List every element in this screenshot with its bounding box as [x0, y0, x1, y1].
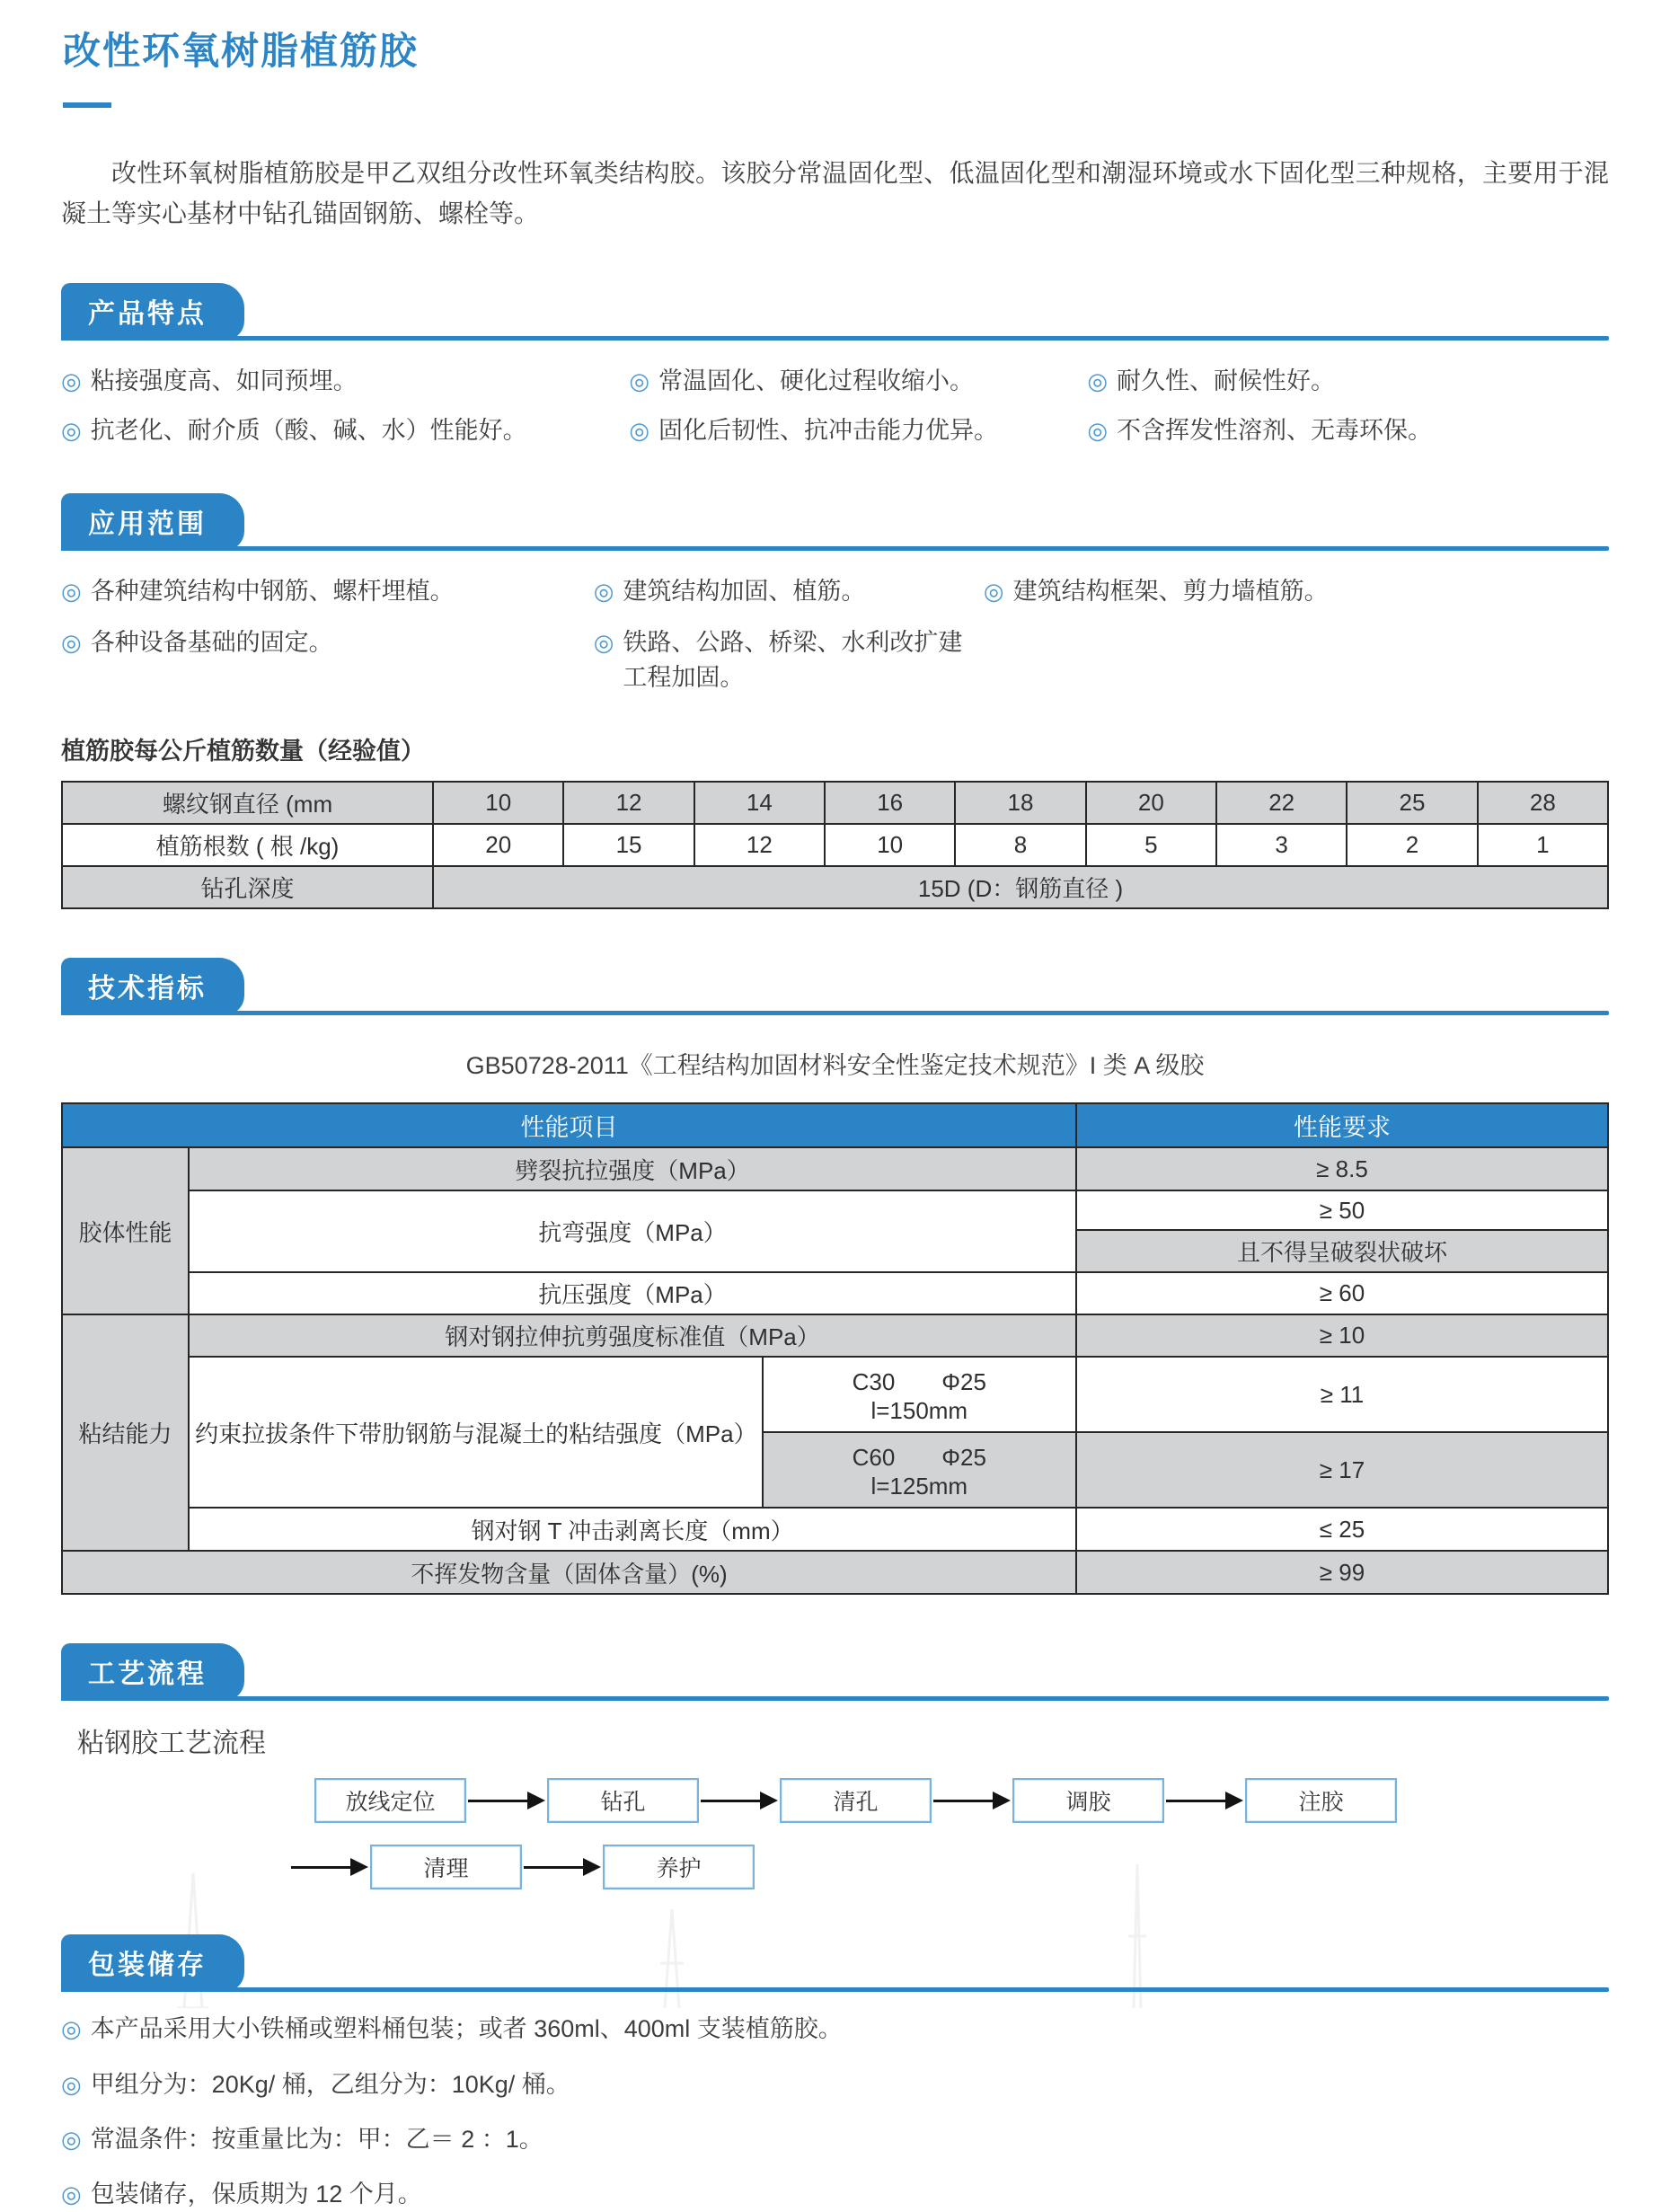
row-header-depth: 钻孔深度	[62, 866, 433, 908]
list-item	[61, 413, 629, 448]
group-label-colloid: 胶体性能	[62, 1147, 189, 1314]
arrow-right-icon	[1166, 1792, 1243, 1809]
feature-text: 固化后韧性、抗冲击能力优异。	[658, 416, 999, 444]
feature-text: 粘接强度高、如同预埋。	[90, 367, 358, 394]
section-process	[61, 1643, 1609, 1701]
table-header-row	[62, 1103, 1608, 1147]
features-banner: 产品特点	[61, 283, 244, 341]
packaging-text: 常温条件：按重量比为：甲：乙＝ 2 ：1。	[90, 2125, 543, 2153]
banner-underline	[61, 1011, 1609, 1015]
group-label-bond: 粘结能力	[62, 1314, 189, 1551]
requirement-value: ≤ 25	[1076, 1508, 1608, 1551]
banner-underline	[61, 1696, 1609, 1701]
condition-spec: C60 Φ25	[852, 1444, 986, 1472]
flow-step: 钻孔	[547, 1778, 699, 1823]
features-list	[61, 364, 1609, 448]
standard-note: GB50728-2011《工程结构加固材料安全性鉴定技术规范》I 类 A 级胶	[465, 1052, 1205, 1080]
bullet-icon: ◎	[1087, 416, 1109, 444]
flow-step: 注胶	[1245, 1778, 1397, 1823]
packaging-text: 本产品采用大小铁桶或塑料桶包装；或者 360ml、400ml 支装植筋胶。	[90, 2015, 843, 2043]
arrow-right-icon	[524, 1858, 601, 1876]
bullet-icon: ◎	[983, 578, 1004, 605]
application-text: 建筑结构加固、植筋。	[623, 578, 866, 605]
bullet-icon: ◎	[61, 578, 82, 605]
condition-length: l=150mm	[870, 1397, 968, 1425]
feature-text: 耐久性、耐候性好。	[1117, 367, 1336, 394]
col-header-requirement: 性能要求	[1076, 1103, 1608, 1147]
table-row	[62, 866, 1608, 908]
applications-banner: 应用范围	[61, 493, 244, 551]
application-text: 各种建筑结构中钢筋、螺杆埋植。	[90, 578, 455, 605]
list-item	[61, 625, 594, 695]
feature-text: 常温固化、硬化过程收缩小。	[658, 367, 975, 394]
bullet-icon: ◎	[61, 2015, 82, 2043]
list-item	[594, 574, 984, 609]
process-subtitle: 粘钢胶工艺流程	[77, 1729, 266, 1759]
banner-underline	[61, 336, 1609, 341]
process-banner: 工艺流程	[61, 1643, 244, 1701]
arrow-right-icon	[933, 1792, 1011, 1809]
bullet-icon: ◎	[61, 416, 82, 444]
list-item	[1087, 413, 1609, 448]
list-item	[61, 2177, 1609, 2212]
banner-underline	[61, 546, 1609, 551]
list-item	[1087, 364, 1609, 399]
banner-underline	[61, 1987, 1609, 1992]
packaging-text: 甲组分为：20Kg/ 桶，乙组分为：10Kg/ 桶。	[90, 2070, 570, 2098]
table-row	[62, 1272, 1608, 1314]
row-header-diameter: 螺纹钢直径 (mm	[62, 782, 433, 824]
arrow-right-icon	[468, 1792, 545, 1809]
requirement-value: ≥ 99	[1076, 1551, 1608, 1594]
flow-step: 清孔	[780, 1778, 932, 1823]
page-title: 改性环氧树脂植筋胶	[63, 30, 420, 72]
bullet-icon: ◎	[61, 367, 82, 394]
diameter-value: 14	[694, 782, 825, 824]
bullet-icon: ◎	[593, 629, 614, 657]
bullet-icon: ◎	[1087, 367, 1109, 394]
bullet-icon: ◎	[629, 416, 650, 444]
rebar-count-table	[61, 781, 1609, 909]
table-row	[62, 782, 1608, 824]
packaging-list	[61, 2012, 1609, 2212]
application-text: 建筑结构框架、剪力墙植筋。	[1012, 578, 1329, 605]
requirement-value: ≥ 17	[1076, 1432, 1608, 1508]
flowchart-row-2	[289, 1845, 1609, 1889]
condition-cell	[763, 1357, 1076, 1432]
count-value: 2	[1347, 824, 1477, 866]
list-item	[61, 2067, 1609, 2102]
flow-step: 放线定位	[314, 1778, 466, 1823]
list-item	[594, 625, 984, 695]
col-header-property: 性能项目	[62, 1103, 1076, 1147]
list-item	[629, 413, 1087, 448]
requirement-value: ≥ 10	[1076, 1314, 1608, 1357]
table-row	[62, 1147, 1608, 1190]
feature-text: 抗老化、耐介质（酸、碱、水）性能好。	[90, 416, 527, 444]
property-label: 钢对钢拉伸抗剪强度标准值（MPa）	[189, 1314, 1076, 1357]
document-content	[0, 22, 1670, 2212]
flow-step: 调胶	[1012, 1778, 1164, 1823]
count-value: 1	[1478, 824, 1608, 866]
intro-paragraph: 改性环氧树脂植筋胶是甲乙双组分改性环氧类结构胶。该胶分常温固化型、低温固化型和潮湿环境或水下固化型三种规格，主要用于混凝土等实心基材中钻孔锚固钢筋、螺栓等。	[61, 159, 1609, 228]
count-value: 8	[955, 824, 1085, 866]
count-value: 5	[1086, 824, 1216, 866]
requirement-value: ≥ 50	[1076, 1190, 1608, 1230]
row-header-count: 植筋根数 ( 根 /kg)	[62, 824, 433, 866]
application-text: 铁路、公路、桥梁、水利改扩建工程加固。	[623, 629, 963, 692]
property-label: 钢对钢 T 冲击剥离长度（mm）	[189, 1508, 1076, 1551]
property-label: 劈裂抗拉强度（MPa）	[189, 1147, 1076, 1190]
page	[0, 22, 1670, 2208]
bullet-icon: ◎	[629, 367, 650, 394]
tech-spec-table	[61, 1102, 1609, 1595]
bullet-icon: ◎	[61, 2070, 82, 2098]
bullet-icon: ◎	[61, 629, 82, 657]
title-dash-decoration	[63, 102, 111, 108]
condition-length: l=125mm	[870, 1473, 968, 1500]
count-value: 12	[694, 824, 825, 866]
count-value: 15	[563, 824, 694, 866]
diameter-value: 22	[1216, 782, 1347, 824]
packaging-text: 包装储存，保质期为 12 个月。	[90, 2180, 422, 2208]
depth-value: 15D (D：钢筋直径 )	[433, 866, 1608, 908]
list-item	[61, 364, 629, 399]
table-row	[62, 1314, 1608, 1357]
applications-list	[61, 574, 1609, 695]
condition-cell	[763, 1432, 1076, 1508]
diameter-value: 25	[1347, 782, 1477, 824]
flow-step: 清理	[370, 1845, 522, 1889]
table-row	[62, 1357, 1608, 1432]
requirement-value: ≥ 60	[1076, 1272, 1608, 1314]
requirement-value: ≥ 8.5	[1076, 1147, 1608, 1190]
flow-step: 养护	[603, 1845, 755, 1889]
table-row	[62, 1551, 1608, 1594]
property-label: 抗弯强度（MPa）	[189, 1190, 1076, 1272]
arrow-right-icon	[701, 1792, 778, 1809]
property-label: 不挥发物含量（固体含量）(%)	[62, 1551, 1076, 1594]
requirement-value: ≥ 11	[1076, 1357, 1608, 1432]
section-packaging	[61, 1934, 1609, 1992]
rebar-table-caption: 植筋胶每公斤植筋数量（经验值）	[61, 738, 425, 765]
packaging-banner: 包装储存	[61, 1934, 244, 1992]
tech-banner: 技术指标	[61, 958, 244, 1015]
count-value: 3	[1216, 824, 1347, 866]
diameter-value: 12	[563, 782, 694, 824]
list-item	[629, 364, 1087, 399]
table-row	[62, 824, 1608, 866]
flowchart-row-1	[314, 1778, 1609, 1823]
list-item	[61, 574, 594, 609]
feature-text: 不含挥发性溶剂、无毒环保。	[1117, 416, 1433, 444]
diameter-value: 28	[1478, 782, 1608, 824]
list-item	[61, 2012, 1609, 2047]
property-label: 约束拉拔条件下带肋钢筋与混凝土的粘结强度（MPa）	[189, 1357, 762, 1508]
bullet-icon: ◎	[593, 578, 614, 605]
requirement-note: 且不得呈破裂状破坏	[1076, 1230, 1608, 1272]
table-row	[62, 1508, 1608, 1551]
property-label: 抗压强度（MPa）	[189, 1272, 1076, 1314]
section-tech	[61, 958, 1609, 1015]
arrow-right-icon	[291, 1858, 368, 1876]
section-features	[61, 283, 1609, 341]
bullet-icon: ◎	[61, 2125, 82, 2153]
diameter-value: 18	[955, 782, 1085, 824]
list-item	[61, 2122, 1609, 2157]
count-value: 10	[825, 824, 955, 866]
bullet-icon: ◎	[61, 2180, 82, 2208]
list-item	[984, 574, 1609, 609]
application-text: 各种设备基础的固定。	[90, 629, 333, 657]
section-applications	[61, 493, 1609, 551]
condition-spec: C30 Φ25	[852, 1368, 986, 1396]
table-row	[62, 1190, 1608, 1230]
diameter-value: 20	[1086, 782, 1216, 824]
diameter-value: 16	[825, 782, 955, 824]
count-value: 20	[433, 824, 563, 866]
diameter-value: 10	[433, 782, 563, 824]
